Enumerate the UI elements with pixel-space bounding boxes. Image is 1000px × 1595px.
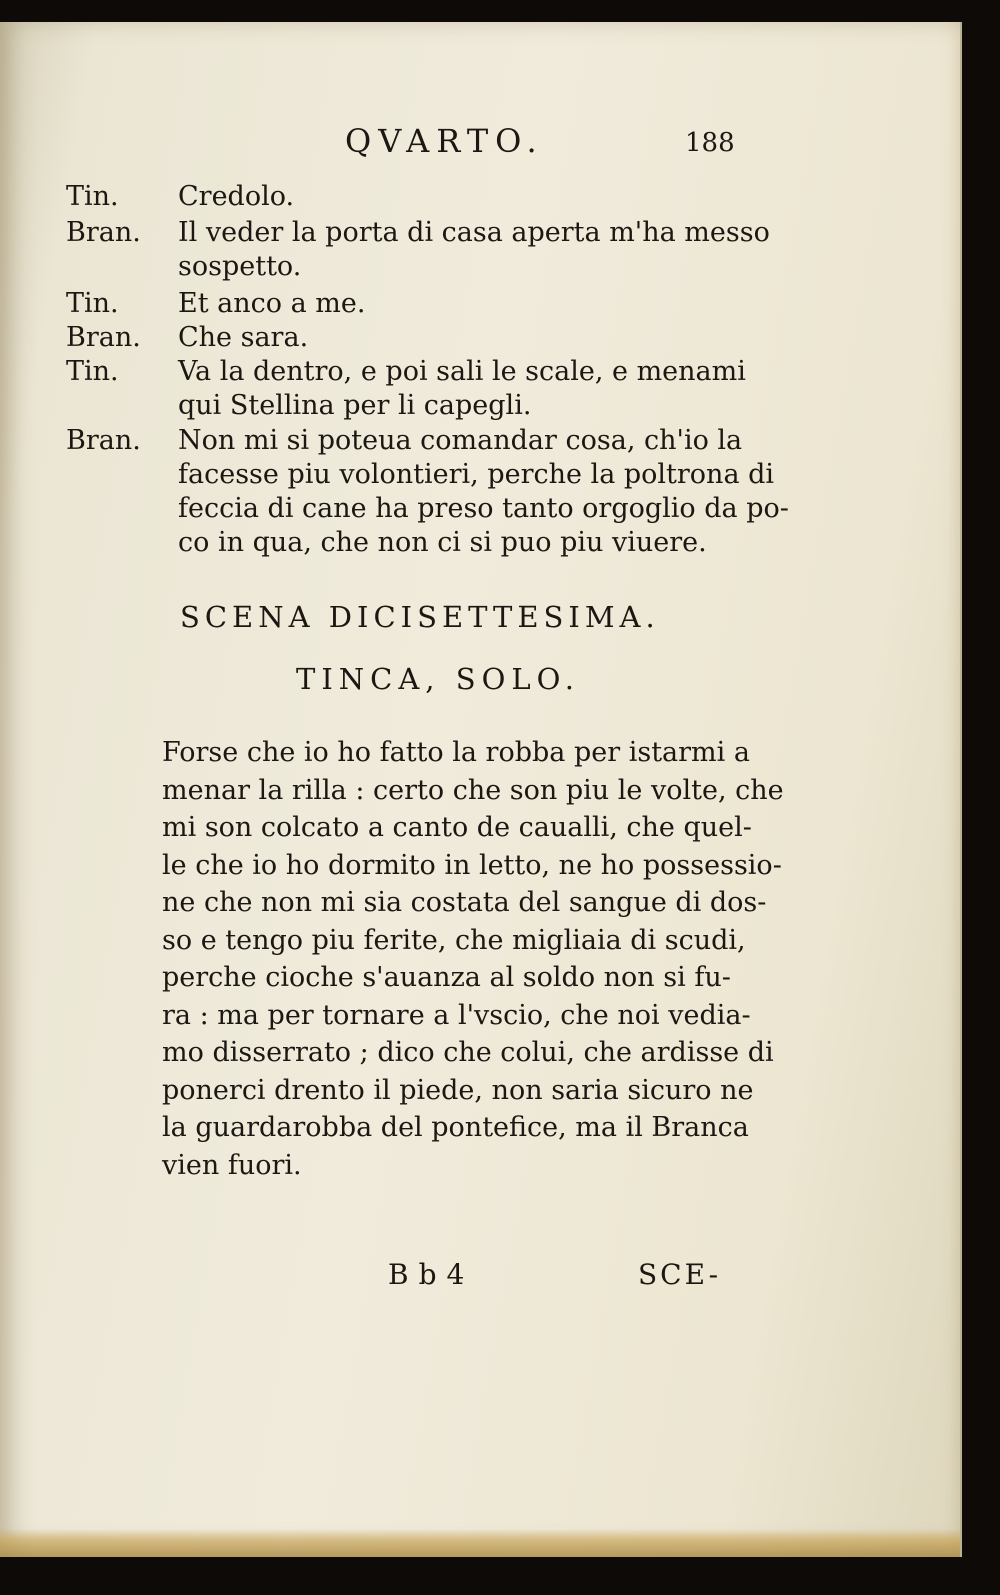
speaker-label: Tin. bbox=[66, 288, 119, 319]
speech-5 bbox=[66, 355, 766, 423]
monologue-line: le che io ho dormito in letto, ne ho possessio- bbox=[162, 849, 782, 881]
speech-4 bbox=[66, 321, 766, 355]
monologue-line: so e tengo piu ferite, che migliaia di scudi, bbox=[162, 924, 746, 956]
page-footer bbox=[388, 1258, 788, 1298]
speech-line: facesse piu volontieri, perche la poltrona di bbox=[178, 459, 775, 490]
gilt-edge bbox=[0, 1529, 960, 1557]
speech-line: Credolo. bbox=[178, 181, 295, 212]
speaker-label: Bran. bbox=[66, 425, 141, 456]
speech-line: Non mi si poteua comandar cosa, ch'io la bbox=[178, 425, 743, 456]
speech-line: qui Stellina per li capegli. bbox=[178, 390, 532, 421]
book-page bbox=[0, 22, 962, 1557]
speech-line: Va la dentro, e poi sali le scale, e menami bbox=[178, 356, 746, 387]
speaker-label: Tin. bbox=[66, 356, 119, 387]
monologue-line: mi son colcato a canto de caualli, che quel- bbox=[162, 812, 752, 843]
monologue-line: ra : ma per tornare a l'vscio, che noi vedia- bbox=[162, 999, 751, 1031]
speech-line: feccia di cane ha preso tanto orgoglio da po- bbox=[178, 493, 789, 524]
monologue-line: menar la rilla : certo che son piu le volte, che bbox=[162, 774, 784, 806]
speech-1 bbox=[66, 180, 766, 214]
speech-6 bbox=[66, 424, 789, 560]
scene-characters: TINCA, SOLO. bbox=[296, 662, 580, 696]
speech-line: co in qua, che non ci si puo piu viuere. bbox=[178, 527, 707, 558]
speaker-label: Bran. bbox=[66, 217, 141, 248]
speech-line: sospetto. bbox=[178, 251, 302, 282]
signature-mark: Bb4 bbox=[388, 1258, 475, 1291]
catchword: SCE- bbox=[638, 1258, 722, 1291]
monologue bbox=[162, 734, 784, 1184]
speech-2 bbox=[66, 216, 770, 284]
page-number: 188 bbox=[685, 128, 735, 158]
scene-title: SCENA DICISETTESIMA. bbox=[180, 600, 660, 634]
speaker-label: Bran. bbox=[66, 322, 141, 353]
speech-line: Et anco a me. bbox=[178, 288, 366, 319]
monologue-line: perche cioche s'auanza al soldo non si fu- bbox=[162, 962, 731, 993]
monologue-line: vien fuori. bbox=[162, 1149, 302, 1181]
speech-line: Che sara. bbox=[178, 322, 309, 353]
monologue-line: la guardarobba del pontefice, ma il Branca bbox=[162, 1112, 749, 1143]
page-header bbox=[345, 122, 765, 162]
speech-3 bbox=[66, 287, 766, 321]
monologue-line: Forse che io ho fatto la robba per istarmi a bbox=[162, 737, 750, 768]
monologue-line: mo disserrato ; dico che colui, che ardisse di bbox=[162, 1037, 774, 1068]
monologue-line: ponerci drento il piede, non saria sicuro ne bbox=[162, 1074, 754, 1106]
monologue-line: ne che non mi sia costata del sangue di dos- bbox=[162, 887, 767, 918]
speaker-label: Tin. bbox=[66, 181, 119, 212]
speech-line: Il veder la porta di casa aperta m'ha messo bbox=[178, 217, 770, 248]
running-head: QVARTO. bbox=[345, 122, 544, 160]
